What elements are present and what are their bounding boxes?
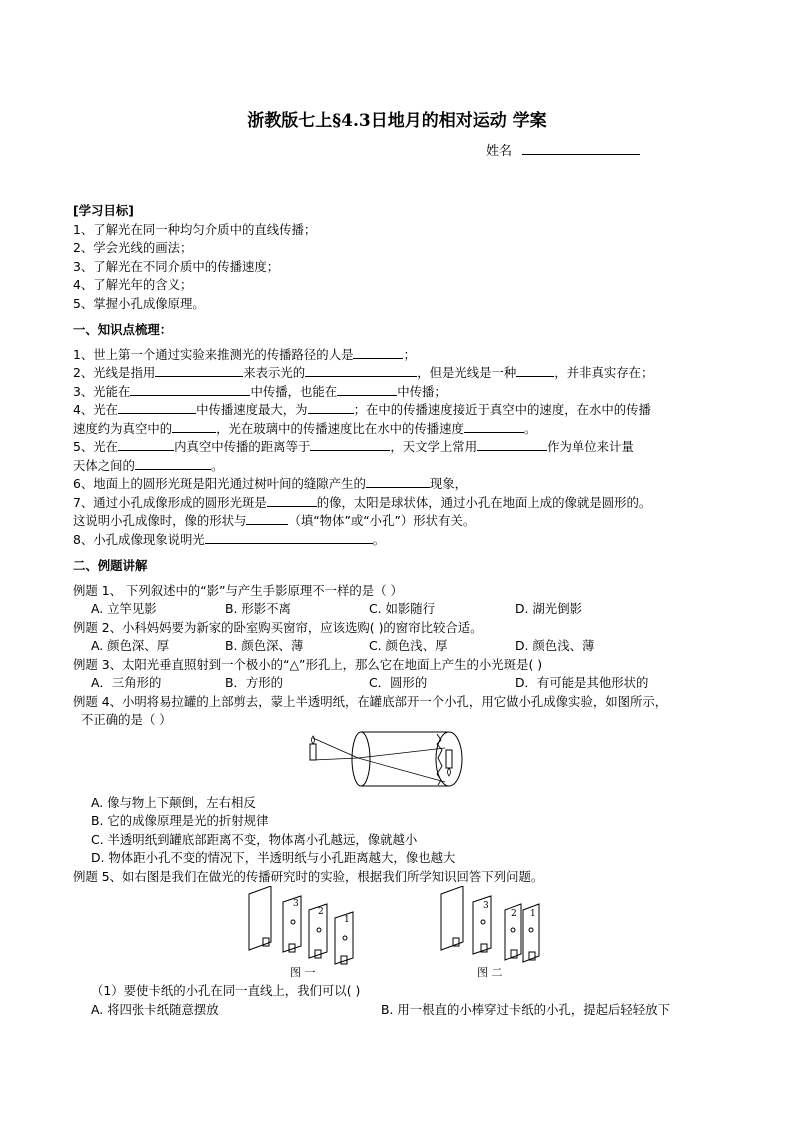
option[interactable]: D. 物体距小孔不变的情况下，半透明纸与小孔距离越大，像也越大: [91, 850, 456, 865]
option[interactable]: B. 用一根直的小棒穿过卡纸的小孔，提起后轻轻放下: [381, 1001, 670, 1017]
goals-heading: [学习目标]: [73, 203, 134, 218]
flame-icon: [312, 736, 315, 744]
blank[interactable]: [516, 364, 554, 377]
card-number: 3: [483, 901, 489, 911]
blank[interactable]: [366, 475, 430, 488]
card-number: 1: [344, 915, 350, 925]
student-name-field: [486, 140, 640, 159]
blank[interactable]: [267, 494, 317, 507]
figure-two-label: 图 二: [477, 966, 503, 978]
option[interactable]: D. 颜色浅、薄: [515, 638, 595, 653]
examples: [73, 582, 733, 1020]
figure-one-label: 图 一: [290, 966, 316, 978]
question-3: 3、光能在 中传播，也能在 中传播；: [73, 383, 447, 399]
goal-item: 2、学会光线的画法；: [73, 240, 193, 255]
example-4-stem-cont: 不正确的是（ ）: [81, 712, 172, 727]
card-number: 2: [511, 909, 517, 919]
blank[interactable]: [130, 383, 250, 396]
worksheet-body: [73, 202, 733, 1019]
option[interactable]: C. 颜色浅、厚: [369, 638, 448, 653]
name-blank[interactable]: [522, 142, 640, 155]
example-4-stem: 例题 4、小明将易拉罐的上部剪去，蒙上半透明纸，在罐底部开一个小孔，用它做小孔成像实验，如图所示，: [73, 693, 668, 709]
figure-one: [249, 886, 353, 964]
name-label: 姓名: [486, 144, 513, 159]
blank[interactable]: [310, 438, 390, 451]
card-experiment-diagram: [73, 886, 733, 978]
pinhole-camera-figure: [73, 730, 733, 790]
question-7: 7、通过小孔成像形成的圆形光斑是 的像，太阳是球状体，通过小孔在地面上成的像就是圆形的。: [73, 494, 652, 510]
option[interactable]: C. 半透明纸到罐底部距离不变，物体离小孔越远，像就越小: [91, 831, 418, 847]
example-3-options: [73, 674, 733, 693]
goal-item: 1、了解光在同一种均匀介质中的直线传播；: [73, 221, 317, 237]
question-2: 2、光线是指用 来表示光的 ，但是光线是一种 ，并非真实存在；: [73, 365, 654, 380]
blank[interactable]: [305, 364, 417, 377]
blank[interactable]: [464, 420, 524, 433]
question-5: 5、光在 内真空中传播的距离等于 ，天文学上常用 作为单位来计量: [73, 439, 634, 454]
option[interactable]: A. 像与物上下颠倒，左右相反: [91, 794, 256, 810]
blank[interactable]: [337, 383, 397, 396]
candle-icon: [310, 744, 316, 760]
option[interactable]: D．有可能是其他形状的: [515, 675, 649, 690]
question-5-cont: 天体之间的 。: [73, 457, 224, 473]
question-4: 4、光在 中传播速度最大，为 ；在中的传播速度接近于真空中的速度，在水中的传播: [73, 402, 651, 417]
blank[interactable]: [353, 346, 403, 359]
option[interactable]: D. 湖光倒影: [515, 601, 582, 616]
knowledge-questions: [73, 346, 733, 550]
page-title: 浙教版七上§4.3日地月的相对运动 学案: [247, 111, 547, 131]
option[interactable]: B．方形的: [225, 675, 284, 690]
option[interactable]: B. 它的成像原理是光的折射规律: [91, 813, 269, 828]
option[interactable]: A. 立竿见影: [91, 601, 157, 616]
section1-heading: 一、知识点梳理：: [73, 322, 173, 337]
example-2-options: [73, 637, 733, 656]
blank[interactable]: [155, 364, 243, 377]
goal-item: 5、掌握小孔成像原理。: [73, 295, 205, 311]
blank[interactable]: [308, 401, 354, 414]
inverted-image: [446, 750, 452, 768]
blank[interactable]: [246, 512, 288, 525]
card-number: 1: [530, 909, 536, 919]
example-1-stem: 例题 1、 下列叙述中的“影”与产生手影原理不一样的是（ ）: [73, 582, 403, 598]
example-2-stem: 例题 2、小科妈妈要为新家的卧室购买窗帘，应该选购( )的窗帘比较合适。: [73, 619, 483, 635]
blank[interactable]: [205, 531, 373, 544]
card-number: 2: [318, 907, 324, 917]
card-experiment-figures: [73, 886, 733, 978]
option[interactable]: A. 颜色深、厚: [91, 638, 170, 653]
example-5-options: [73, 1001, 733, 1020]
question-6: 6、地面上的圆形光斑是阳光通过树叶间的缝隙产生的 现象，: [73, 476, 468, 491]
example-3-stem: 例题 3、太阳光垂直照射到一个极小的“△”形孔上，那么它在地面上产生的小光斑是( ): [73, 656, 543, 672]
option[interactable]: C. 如影随行: [369, 601, 436, 616]
question-7-cont: 这说明小孔成像时，像的形状与 （填“物体”或“小孔”）形状有关。: [73, 513, 476, 528]
question-1: 1、世上第一个通过实验来推测光的传播路径的人是 ；: [73, 346, 416, 362]
pinhole-camera-diagram: [73, 730, 733, 790]
option[interactable]: C．圆形的: [369, 675, 428, 690]
blank[interactable]: [118, 401, 196, 414]
card-number: 3: [293, 899, 299, 909]
figure-two: [441, 886, 539, 962]
section2-heading: 二、例题讲解: [73, 558, 148, 573]
example-5-sub1: （1）要使卡纸的小孔在同一直线上，我们可以( ): [91, 983, 361, 998]
blank[interactable]: [477, 438, 547, 451]
example-5-stem: 例题 5、如右图是我们在做光的传播研究时的实验，根据我们所学知识回答下列问题。: [73, 868, 544, 884]
example-4-options: [73, 794, 733, 868]
blank[interactable]: [172, 420, 216, 433]
option[interactable]: A．三角形的: [91, 675, 162, 690]
question-4-cont: 速度约为真空中的 ，光在玻璃中的传播速度比在水中的传播速度 。: [73, 420, 537, 436]
blank[interactable]: [135, 457, 211, 470]
option[interactable]: B. 形影不离: [225, 601, 291, 616]
example-1-options: [73, 600, 733, 619]
goal-item: 3、了解光在不同介质中的传播速度；: [73, 258, 280, 274]
goal-item: 4、了解光年的含义；: [73, 277, 193, 292]
question-8: 8、小孔成像现象说明光 。: [73, 531, 386, 547]
blank[interactable]: [118, 438, 174, 451]
option[interactable]: A. 将四张卡纸随意摆放: [91, 1001, 219, 1017]
option[interactable]: B. 颜色深、薄: [225, 638, 304, 653]
